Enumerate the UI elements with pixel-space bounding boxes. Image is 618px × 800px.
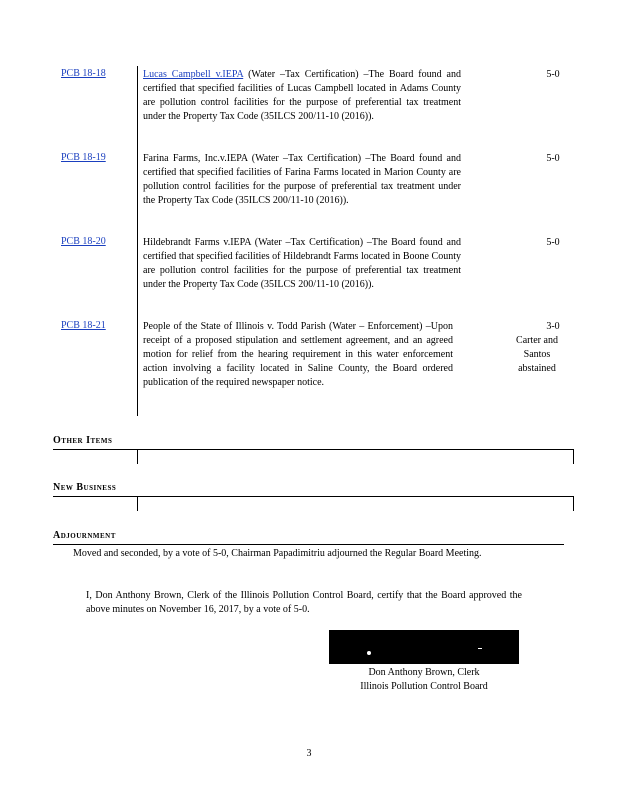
case-vote: 5-0 — [546, 153, 560, 164]
certification-text: I, Don Anthony Brown, Clerk of the Illinois Pollution Control Board, certify that the Board approved the above minutes on November 16, 2017, by a vote of 5-0. — [86, 590, 522, 615]
case-number-link[interactable]: PCB 18-19 — [61, 152, 106, 163]
signature-mark — [478, 648, 482, 649]
case-description: Hildebrandt Farms v.IEPA (Water –Tax Certification) –The Board found and certified that specified facilities of Hildebrandt Farms located in Boone County are pollution control facilities for the purpose of preferential tax treatment under the Property Tax Code (35ILCS 200/11-10 (2016)). — [143, 237, 461, 290]
section-rule — [53, 544, 564, 545]
case-number-link[interactable]: PCB 18-21 — [61, 320, 106, 331]
signature-name: Don Anthony Brown, Clerk — [368, 667, 480, 678]
signature-block — [329, 630, 519, 664]
case-description: Farina Farms, Inc.v.IEPA (Water –Tax Certification) –The Board found and certified that specified facilities of Farina Farms located in Marion County are pollution control facilities for the purpose of preferential tax treatment under the Property Tax Code (35ILCS 200/11-10 (2016)). — [143, 153, 461, 206]
adjournment-text: Moved and seconded, by a vote of 5-0, Chairman Papadimitriu adjourned the Regular Board Meeting. — [73, 548, 482, 559]
signature-org: Illinois Pollution Control Board — [360, 681, 488, 692]
case-description: People of the State of Illinois v. Todd Parish (Water – Enforcement) –Upon receipt of a proposed stipulation and settlement agreement, and an agreed motion for relief from the hearing requirement in this water enforcement action involving a facility located in Saline County, the Board ordered publication of the required newspaper notice. — [143, 321, 453, 388]
section-title-new-business: New Business — [53, 482, 117, 493]
case-description-text: (Water –Tax Certification) –The Board found and certified that specified facilities of Lucas Campbell located in Adams County are pollution control facilities for the purpose of preferential tax treatment under the Property Tax Code (35ILCS 200/11-10 (2016)). — [143, 69, 461, 122]
case-table-divider — [137, 66, 138, 416]
case-vote-note: Carter and Santos abstained — [516, 335, 558, 374]
signature-mark — [367, 651, 371, 655]
new-business-box — [137, 496, 574, 511]
case-vote: 3-0 — [546, 321, 560, 332]
other-items-box — [137, 449, 574, 464]
case-number-link[interactable]: PCB 18-20 — [61, 236, 106, 247]
case-description — [143, 68, 461, 124]
section-rule — [53, 496, 137, 497]
section-title-other-items: Other Items — [53, 435, 113, 446]
case-vote: 5-0 — [546, 69, 560, 80]
section-title-adjournment: Adjournment — [53, 530, 116, 541]
case-title-link[interactable]: Lucas Campbell v.IEPA — [143, 69, 244, 80]
case-vote: 5-0 — [546, 237, 560, 248]
page-number: 3 — [306, 748, 312, 759]
section-rule — [53, 449, 137, 450]
case-number-link[interactable]: PCB 18-18 — [61, 68, 106, 79]
